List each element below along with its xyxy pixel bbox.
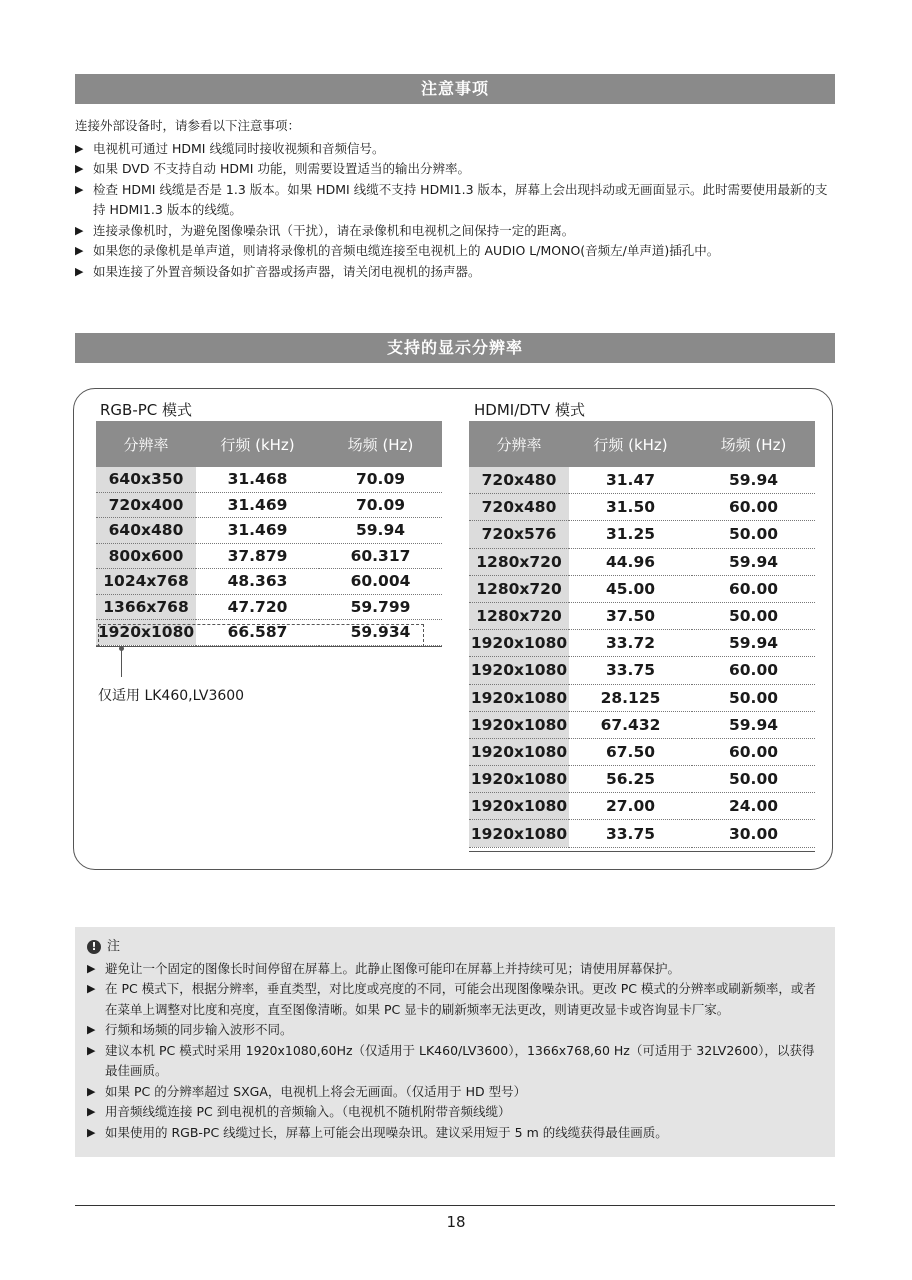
hdmi-header-resolution: 分辨率 bbox=[469, 421, 569, 467]
rgb-cell-hfreq: 37.879 bbox=[196, 543, 319, 569]
page-number: 18 bbox=[446, 1213, 466, 1231]
list-item bbox=[75, 159, 835, 180]
hdmi-cell-hfreq: 33.75 bbox=[569, 657, 692, 684]
table-row bbox=[469, 575, 815, 602]
triangle-right-icon: ▶ bbox=[87, 1105, 96, 1118]
rgb-cell-vfreq: 59.934 bbox=[319, 620, 442, 646]
tip-items bbox=[87, 959, 823, 1144]
hdmi-cell-vfreq: 60.00 bbox=[692, 657, 815, 684]
hdmi-cell-resolution: 1920x1080 bbox=[469, 820, 569, 847]
exclamation-circle-icon: ! bbox=[87, 940, 101, 954]
hdmi-cell-resolution: 1280x720 bbox=[469, 602, 569, 629]
rgb-cell-resolution: 720x400 bbox=[96, 492, 196, 518]
list-item-text: 行频和场频的同步输入波形不同。 bbox=[105, 1022, 293, 1037]
triangle-right-icon: ▶ bbox=[87, 1043, 96, 1057]
hdmi-table-title: HDMI/DTV 模式 bbox=[474, 401, 585, 419]
hdmi-cell-hfreq: 56.25 bbox=[569, 766, 692, 793]
triangle-right-icon: ▶ bbox=[75, 244, 84, 257]
tip-header bbox=[87, 937, 823, 958]
hdmi-cell-vfreq: 50.00 bbox=[692, 684, 815, 711]
list-item-text: 在 PC 模式下，根据分辨率，垂直类型，对比度或亮度的不同，可能会出现图像噪杂讯。更改 PC 模式的分辨率或刷新频率，或者在菜单上调整对比度和亮度，直至图像清晰。如果 PC 显卡的刷新频率无法更改，则请更改显卡或咨询显卡厂家。 bbox=[105, 981, 816, 1017]
list-item bbox=[87, 1082, 823, 1103]
list-item bbox=[87, 959, 823, 980]
hdmi-cell-vfreq: 59.94 bbox=[692, 467, 815, 494]
list-item-text: 建议本机 PC 模式时采用 1920x1080,60Hz（仅适用于 LK460/LV3600），1366x768,60 Hz（可适用于 32LV2600），以获得最佳画质。 bbox=[105, 1042, 815, 1078]
rgb-cell-resolution: 800x600 bbox=[96, 543, 196, 569]
footnote-leader-dot bbox=[119, 646, 124, 651]
rgb-cell-resolution: 1024x768 bbox=[96, 569, 196, 595]
table-row bbox=[469, 738, 815, 765]
table-row bbox=[469, 521, 815, 548]
table-row bbox=[469, 602, 815, 629]
hdmi-cell-resolution: 1920x1080 bbox=[469, 766, 569, 793]
list-item-text: 如果连接了外置音频设备如扩音器或扬声器，请关闭电视机的扬声器。 bbox=[93, 263, 481, 279]
hdmi-cell-resolution: 720x480 bbox=[469, 467, 569, 494]
list-item-text: 连接录像机时，为避免图像噪杂讯（干扰），请在录像机和电视机之间保持一定的距离。 bbox=[93, 222, 575, 238]
list-item bbox=[87, 1102, 823, 1123]
rgb-table-title: RGB-PC 模式 bbox=[100, 401, 193, 419]
hdmi-cell-hfreq: 33.75 bbox=[569, 820, 692, 847]
hdmi-cell-vfreq: 59.94 bbox=[692, 548, 815, 575]
triangle-right-icon: ▶ bbox=[87, 1084, 96, 1098]
list-item-text: 避免让一个固定的图像长时间停留在屏幕上。此静止图像可能印在屏幕上并持续可见；请使用屏幕保护。 bbox=[105, 960, 681, 976]
hdmi-cell-hfreq: 28.125 bbox=[569, 684, 692, 711]
list-item-text: 检查 HDMI 线缆是否是 1.3 版本。如果 HDMI 线缆不支持 HDMI1.3 版本，屏幕上会出现抖动或无画面显示。此时需要使用最新的支持 HDMI1.3 版本的线缆。 bbox=[93, 181, 828, 217]
hdmi-cell-resolution: 1920x1080 bbox=[469, 657, 569, 684]
rgb-cell-vfreq: 70.09 bbox=[319, 492, 442, 518]
hdmi-cell-vfreq: 30.00 bbox=[692, 820, 815, 847]
hdmi-cell-resolution: 720x576 bbox=[469, 521, 569, 548]
triangle-right-icon: ▶ bbox=[87, 961, 96, 975]
table-row bbox=[469, 766, 815, 793]
hdmi-cell-vfreq: 50.00 bbox=[692, 521, 815, 548]
table-row bbox=[96, 492, 442, 518]
list-item-text: 电视机可通过 HDMI 线缆同时接收视频和音频信号。 bbox=[93, 140, 385, 156]
list-item bbox=[75, 241, 835, 262]
triangle-right-icon: ▶ bbox=[87, 982, 96, 995]
rgb-header-vfreq: 场频 (Hz) bbox=[319, 421, 442, 467]
list-item bbox=[87, 1041, 823, 1082]
hdmi-cell-hfreq: 27.00 bbox=[569, 793, 692, 820]
list-item-text: 如果 DVD 不支持自动 HDMI 功能，则需要设置适当的输出分辨率。 bbox=[93, 161, 470, 176]
table-row bbox=[469, 630, 815, 657]
hdmi-cell-hfreq: 33.72 bbox=[569, 630, 692, 657]
notes-intro: 连接外部设备时，请参看以下注意事项： bbox=[75, 118, 301, 133]
hdmi-cell-hfreq: 31.47 bbox=[569, 467, 692, 494]
table-row bbox=[469, 467, 815, 494]
hdmi-cell-hfreq: 31.25 bbox=[569, 521, 692, 548]
table-row bbox=[469, 494, 815, 521]
list-item bbox=[75, 221, 835, 242]
list-item-text: 如果使用的 RGB-PC 线缆过长，屏幕上可能会出现噪杂讯。建议采用短于 5 m 的线缆获得最佳画质。 bbox=[105, 1124, 668, 1140]
rgb-header-hfreq: 行频 (kHz) bbox=[196, 421, 319, 467]
triangle-right-icon: ▶ bbox=[87, 1023, 96, 1036]
hdmi-cell-hfreq: 31.50 bbox=[569, 494, 692, 521]
resolution-section-title: 支持的显示分辨率 bbox=[75, 333, 835, 363]
hdmi-cell-resolution: 1920x1080 bbox=[469, 630, 569, 657]
hdmi-cell-hfreq: 37.50 bbox=[569, 602, 692, 629]
table-row bbox=[96, 467, 442, 492]
hdmi-cell-resolution: 1280x720 bbox=[469, 548, 569, 575]
list-item-text: 如果您的录像机是单声道，则请将录像机的音频电缆连接至电视机上的 AUDIO L/MONO(音频左/单声道)插孔中。 bbox=[93, 243, 720, 258]
hdmi-cell-hfreq: 44.96 bbox=[569, 548, 692, 575]
hdmi-dtv-table bbox=[469, 421, 815, 848]
list-item-text: 用音频线缆连接 PC 到电视机的音频输入。（电视机不随机附带音频线缆） bbox=[105, 1104, 511, 1119]
rgb-cell-resolution: 640x350 bbox=[96, 467, 196, 492]
list-item-text: 如果 PC 的分辨率超过 SXGA，电视机上将会无画面。（仅适用于 HD 型号） bbox=[105, 1083, 527, 1099]
table-row bbox=[96, 569, 442, 595]
rgb-cell-resolution: 640x480 bbox=[96, 518, 196, 544]
table-row bbox=[96, 518, 442, 544]
triangle-right-icon: ▶ bbox=[75, 264, 84, 278]
rgb-cell-vfreq: 59.799 bbox=[319, 594, 442, 620]
notes-section-title: 注意事项 bbox=[75, 74, 835, 104]
hdmi-cell-resolution: 1920x1080 bbox=[469, 738, 569, 765]
rgb-cell-hfreq: 31.469 bbox=[196, 518, 319, 544]
list-item bbox=[87, 979, 823, 1020]
rgb-row-highlight-marker bbox=[98, 624, 424, 647]
hdmi-cell-vfreq: 50.00 bbox=[692, 766, 815, 793]
hdmi-cell-vfreq: 60.00 bbox=[692, 738, 815, 765]
list-item bbox=[75, 262, 835, 283]
triangle-right-icon: ▶ bbox=[75, 141, 84, 155]
notes-items bbox=[75, 139, 835, 283]
table-row bbox=[96, 543, 442, 569]
table-row bbox=[469, 657, 815, 684]
rgb-cell-resolution: 1366x768 bbox=[96, 594, 196, 620]
hdmi-header-vfreq: 场频 (Hz) bbox=[692, 421, 815, 467]
rgb-cell-hfreq: 48.363 bbox=[196, 569, 319, 595]
rgb-cell-hfreq: 47.720 bbox=[196, 594, 319, 620]
rgb-cell-vfreq: 70.09 bbox=[319, 467, 442, 492]
list-item bbox=[75, 139, 835, 160]
rgb-cell-vfreq: 60.004 bbox=[319, 569, 442, 595]
list-item bbox=[87, 1123, 823, 1144]
hdmi-cell-hfreq: 67.432 bbox=[569, 711, 692, 738]
tip-box bbox=[75, 927, 835, 1157]
hdmi-cell-vfreq: 60.00 bbox=[692, 575, 815, 602]
hdmi-cell-vfreq: 60.00 bbox=[692, 494, 815, 521]
hdmi-cell-vfreq: 24.00 bbox=[692, 793, 815, 820]
hdmi-table-bottom-rule bbox=[469, 851, 815, 852]
hdmi-cell-hfreq: 67.50 bbox=[569, 738, 692, 765]
rgb-cell-vfreq: 59.94 bbox=[319, 518, 442, 544]
rgb-pc-table bbox=[96, 421, 442, 646]
table-row bbox=[469, 820, 815, 847]
table-row bbox=[469, 711, 815, 738]
hdmi-cell-vfreq: 59.94 bbox=[692, 630, 815, 657]
footnote-leader-line bbox=[121, 647, 122, 677]
rgb-cell-hfreq: 66.587 bbox=[196, 620, 319, 646]
page-bottom-rule bbox=[75, 1205, 835, 1206]
triangle-right-icon: ▶ bbox=[87, 1125, 96, 1139]
rgb-footnote: 仅适用 LK460,LV3600 bbox=[98, 688, 245, 704]
table-row bbox=[469, 684, 815, 711]
tip-title: 注 bbox=[107, 939, 121, 954]
rgb-cell-vfreq: 60.317 bbox=[319, 543, 442, 569]
hdmi-header-hfreq: 行频 (kHz) bbox=[569, 421, 692, 467]
hdmi-cell-resolution: 1920x1080 bbox=[469, 711, 569, 738]
rgb-header-resolution: 分辨率 bbox=[96, 421, 196, 467]
hdmi-cell-vfreq: 50.00 bbox=[692, 602, 815, 629]
rgb-cell-resolution: 1920x1080 bbox=[96, 620, 196, 646]
rgb-cell-hfreq: 31.469 bbox=[196, 492, 319, 518]
table-row bbox=[469, 793, 815, 820]
triangle-right-icon: ▶ bbox=[75, 162, 84, 175]
hdmi-cell-resolution: 720x480 bbox=[469, 494, 569, 521]
hdmi-cell-resolution: 1920x1080 bbox=[469, 793, 569, 820]
triangle-right-icon: ▶ bbox=[75, 182, 84, 196]
table-row bbox=[469, 548, 815, 575]
hdmi-cell-vfreq: 59.94 bbox=[692, 711, 815, 738]
rgb-cell-hfreq: 31.468 bbox=[196, 467, 319, 492]
hdmi-cell-resolution: 1280x720 bbox=[469, 575, 569, 602]
triangle-right-icon: ▶ bbox=[75, 223, 84, 237]
list-item bbox=[75, 180, 835, 221]
table-row bbox=[96, 594, 442, 620]
hdmi-cell-resolution: 1920x1080 bbox=[469, 684, 569, 711]
notes-list bbox=[75, 116, 835, 282]
hdmi-cell-hfreq: 45.00 bbox=[569, 575, 692, 602]
list-item bbox=[87, 1020, 823, 1041]
